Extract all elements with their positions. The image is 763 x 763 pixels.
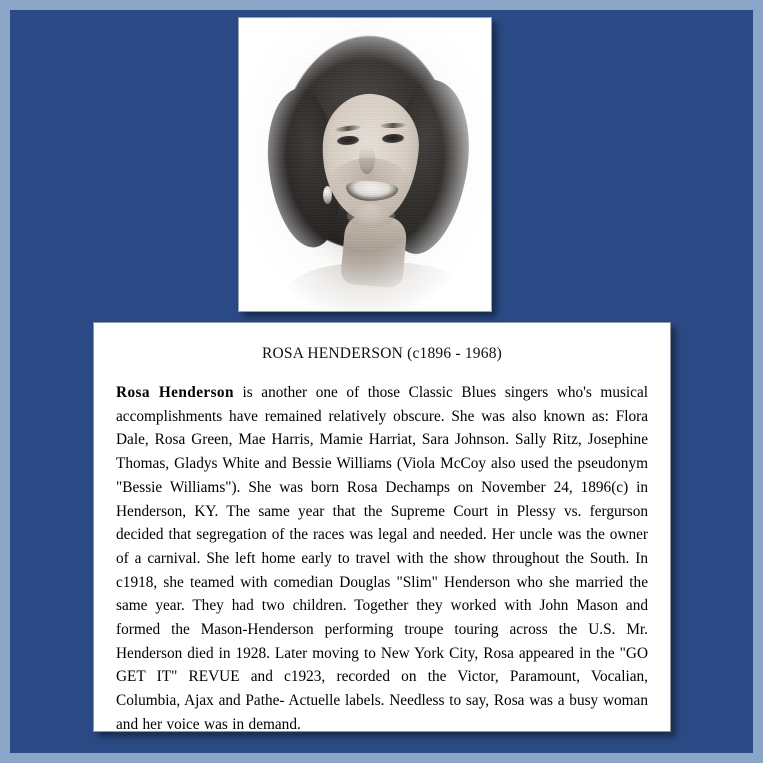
biography-card (93, 322, 671, 732)
portrait-illustration (239, 18, 491, 311)
portrait-photo-frame (238, 17, 492, 312)
document-page (10, 10, 753, 753)
earring-shape (323, 186, 332, 204)
page-title: ROSA HENDERSON (c1896 - 1968) (261, 345, 503, 362)
chin-shape (347, 204, 395, 228)
biography-text (116, 381, 648, 737)
biography-body: is another one of those Classic Blues singers who's musical accomplishments have remained relatively obscure. She was also known as: Flora Dale, Rosa Green, Mae Harris, Mamie Harriat, Sara Johnson. Sally Ritz, Josephine Thomas, Gladys White and Bessie Williams (Viola McCoy also used the pseudonym "Bessie Williams"). She was born Rosa Dechamps on November 24, 1896(c) in Henderson, KY. The same year that the Supreme Court in Plessy vs. fergurson decided that segregation of the races was legal and needed. Her uncle was the owner of a carnival. She left home early to travel with the show throughout the South. In c1918, she teamed with comedian Douglas "Slim" Henderson who she married the same year. They had two children. Together they worked with John Mason and formed the Mason-Henderson performing troupe touring across the U.S. Mr. Henderson died in 1928. Later moving to New York City, Rosa appeared in the "GO GET IT" REVUE and c1923, recorded on the Victor, Paramount, Vocalian, Columbia, Ajax and Pathe- Actuelle labels. Needless to say, Rosa was a busy woman and her voice was in demand. (116, 384, 648, 733)
subject-name: Rosa Henderson (116, 384, 234, 401)
portrait-photo (239, 18, 491, 311)
nose-shape (359, 146, 375, 174)
